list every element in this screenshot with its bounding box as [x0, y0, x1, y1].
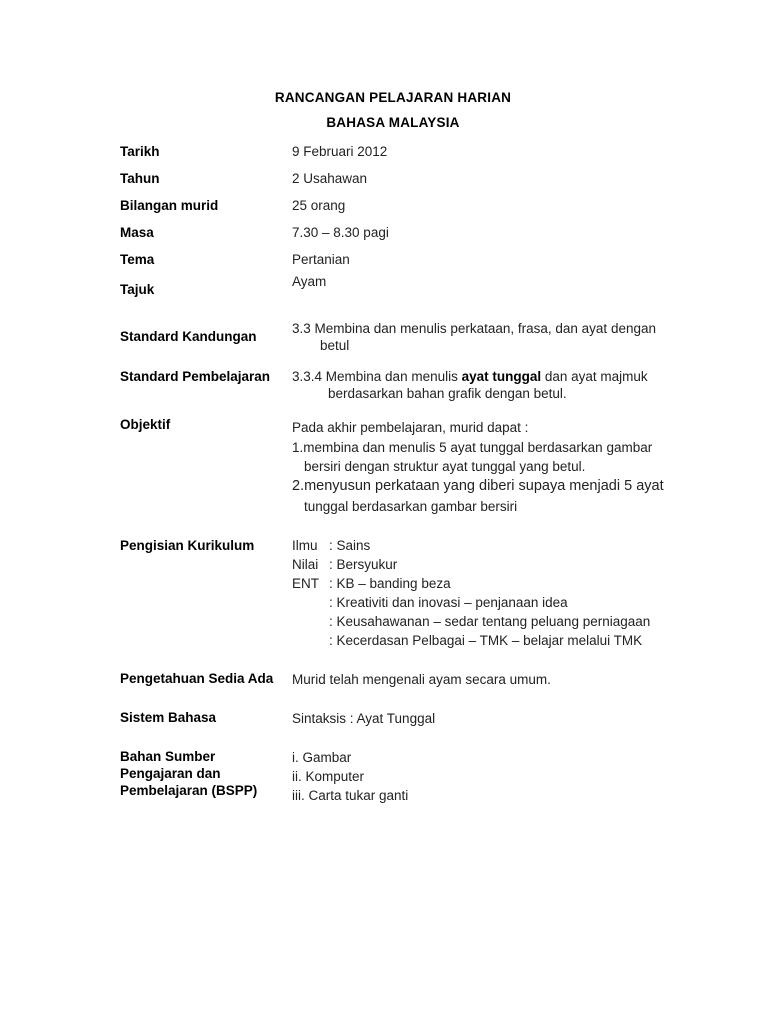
value-pengetahuan-sedia-ada: Murid telah mengenali ayam secara umum.: [292, 672, 551, 687]
bspp-item-2: ii. Komputer: [292, 769, 365, 784]
value-standard-pembelajaran-line2: berdasarkan bahan grafik dengan betul.: [328, 386, 567, 401]
pengisian-value-ilmu: : Sains: [329, 538, 371, 553]
objektif-item2-line1: 2.menyusun perkataan yang diberi supaya menjadi 5 ayat: [292, 478, 664, 494]
label-masa: Masa: [120, 225, 154, 240]
label-tajuk: Tajuk: [120, 282, 155, 297]
document-subtitle: BAHASA MALAYSIA: [326, 115, 460, 130]
label-standard-pembelajaran: Standard Pembelajaran: [120, 369, 271, 384]
value-standard-kandungan-line2: betul: [320, 338, 350, 353]
label-bspp-line1: Bahan Sumber: [120, 749, 216, 764]
pengisian-value-ent-2: : Kreativiti dan inovasi – penjanaan idea: [329, 595, 568, 610]
bspp-item-1: i. Gambar: [292, 750, 352, 765]
bspp-item-3: iii. Carta tukar ganti: [292, 788, 409, 803]
value-tahun: 2 Usahawan: [292, 171, 368, 186]
label-bilangan-murid: Bilangan murid: [120, 198, 219, 213]
value-tema: Pertanian: [292, 252, 350, 267]
label-standard-kandungan: Standard Kandungan: [120, 329, 257, 344]
value-bilangan-murid: 25 orang: [292, 198, 346, 213]
pengisian-key-nilai: Nilai: [292, 557, 319, 572]
value-masa: 7.30 – 8.30 pagi: [292, 225, 389, 240]
label-bspp-line2: Pengajaran dan: [120, 766, 221, 781]
label-objektif: Objektif: [120, 417, 171, 432]
sp-prefix: 3.3.4 Membina dan menulis: [292, 369, 462, 384]
label-sistem-bahasa: Sistem Bahasa: [120, 710, 217, 725]
value-tajuk: Ayam: [292, 274, 327, 289]
sp-suffix: dan ayat majmuk: [541, 369, 648, 384]
pengisian-value-ent-4: : Kecerdasan Pelbagai – TMK – belajar melalui TMK: [329, 633, 643, 648]
document-title: RANCANGAN PELAJARAN HARIAN: [274, 90, 512, 105]
objektif-item2-line2: tunggal berdasarkan gambar bersiri: [304, 499, 518, 514]
label-tarikh: Tarikh: [120, 144, 160, 159]
value-standard-kandungan-line1: 3.3 Membina dan menulis perkataan, frasa, dan ayat dengan: [292, 321, 656, 336]
objektif-item1-line1: 1.membina dan menulis 5 ayat tunggal berdasarkan gambar: [292, 440, 653, 455]
pengisian-key-ent: ENT: [292, 576, 319, 591]
objektif-intro: Pada akhir pembelajaran, murid dapat :: [292, 420, 529, 435]
pengisian-value-ent-1: : KB – banding beza: [329, 576, 451, 591]
value-tarikh: 9 Februari 2012: [292, 144, 388, 159]
pengisian-value-ent-3: : Keusahawanan – sedar tentang peluang perniagaan: [329, 614, 651, 629]
value-sistem-bahasa: Sintaksis : Ayat Tunggal: [292, 711, 436, 726]
label-tahun: Tahun: [120, 171, 160, 186]
label-pengetahuan-sedia-ada: Pengetahuan Sedia Ada: [120, 671, 274, 686]
sp-bold-keyword: ayat tunggal: [461, 369, 542, 384]
label-pengisian-kurikulum: Pengisian Kurikulum: [120, 538, 255, 553]
label-bspp-line3: Pembelajaran (BSPP): [120, 783, 258, 798]
pengisian-value-nilai: : Bersyukur: [329, 557, 398, 572]
label-tema: Tema: [120, 252, 155, 267]
pengisian-key-ilmu: Ilmu: [292, 538, 318, 553]
objektif-item1-line2: bersiri dengan struktur ayat tunggal yang betul.: [304, 459, 586, 474]
value-standard-pembelajaran-line1: [292, 368, 648, 385]
